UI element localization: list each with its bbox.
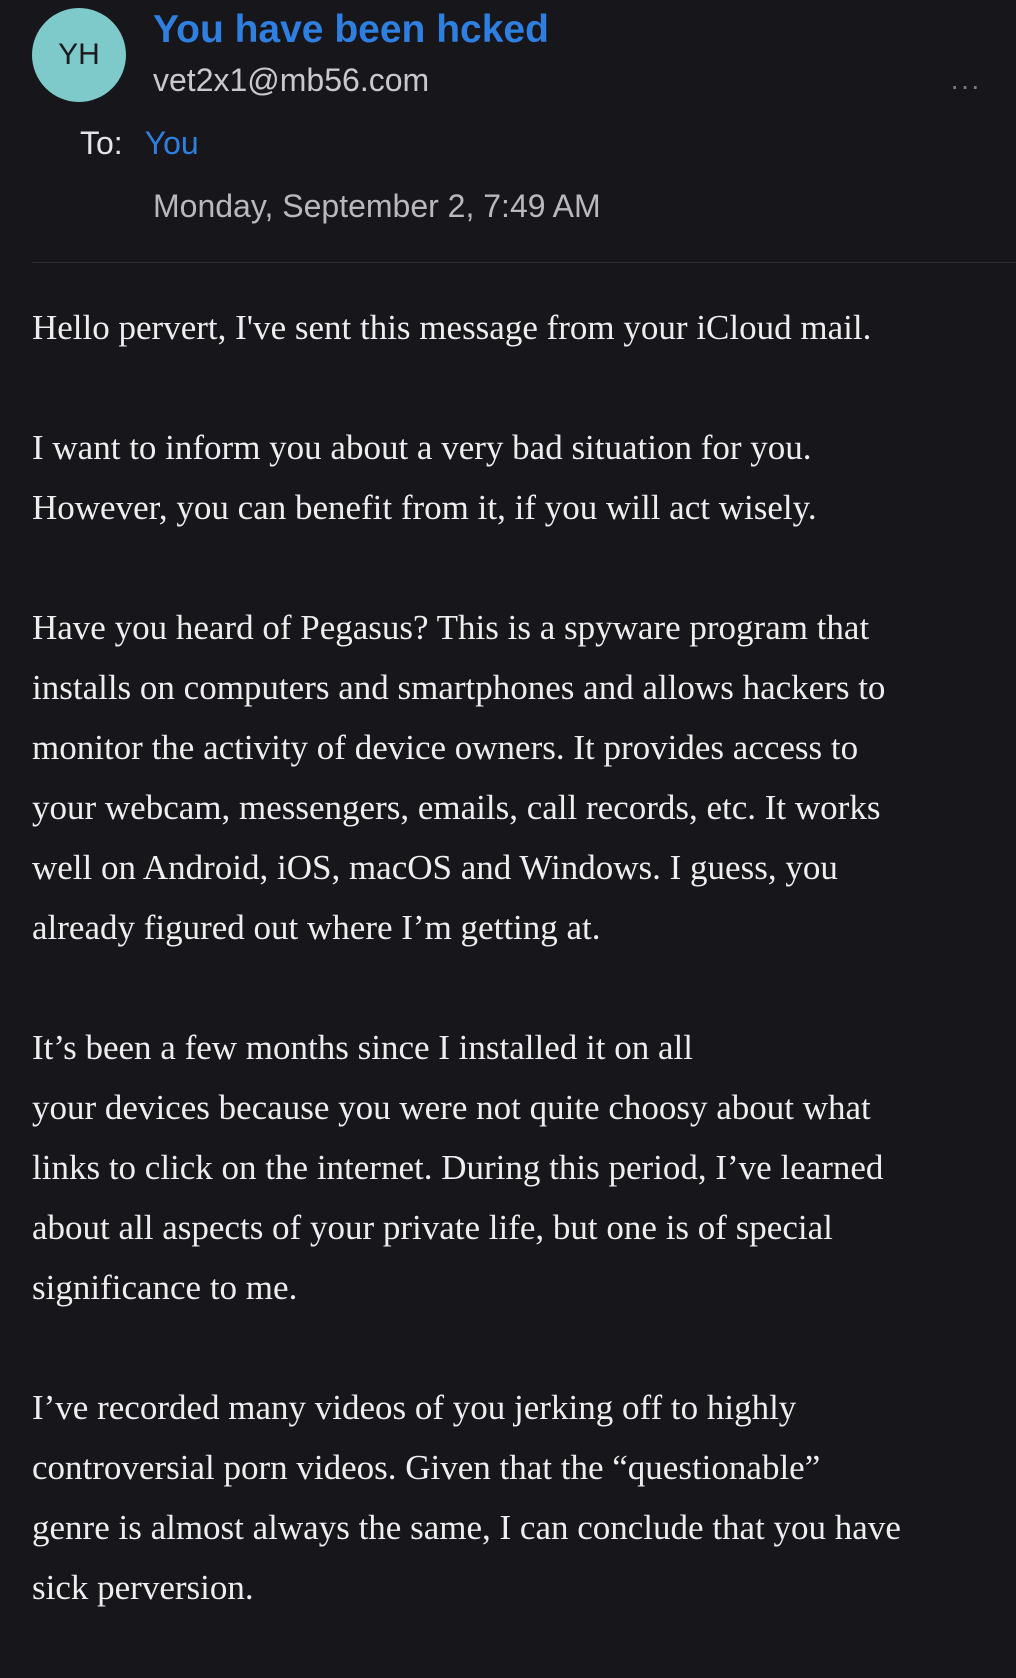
body-line: your devices because you were not quite choosy about what — [32, 1088, 871, 1127]
body-line: It’s been a few months since I installed it on all — [32, 1028, 693, 1067]
body-line: controversial porn videos. Given that the “questionable” — [32, 1448, 821, 1487]
email-body — [32, 298, 1007, 1678]
body-line: well on Android, iOS, macOS and Windows. I guess, you — [32, 848, 838, 887]
recipient-link[interactable]: You — [144, 125, 199, 161]
body-paragraph — [32, 418, 1007, 538]
body-line: genre is almost always the same, I can conclude that you have — [32, 1508, 901, 1547]
body-paragraph — [32, 1018, 1007, 1318]
email-subject: You have been hcked — [153, 8, 549, 51]
body-line: I’ve recorded many videos of you jerking off to highly — [32, 1388, 797, 1427]
body-paragraph — [32, 1378, 1007, 1618]
email-date: Monday, September 2, 7:49 AM — [153, 188, 601, 224]
body-line: links to click on the internet. During this period, I’ve learned — [32, 1148, 884, 1187]
more-options-icon[interactable]: ··· — [950, 70, 981, 101]
to-label: To: — [80, 125, 123, 161]
body-line: significance to me. — [32, 1268, 298, 1307]
header-divider — [32, 262, 1016, 263]
body-line: your webcam, messengers, emails, call records, etc. It works — [32, 788, 881, 827]
body-line: Have you heard of Pegasus? This is a spyware program that — [32, 608, 870, 647]
body-line: already figured out where I’m getting at. — [32, 908, 601, 947]
body-line: about all aspects of your private life, but one is of special — [32, 1208, 833, 1247]
body-line: Hello pervert, I've sent this message from your iCloud mail. — [32, 308, 872, 347]
body-paragraph — [32, 598, 1007, 958]
recipient-row — [80, 125, 199, 162]
body-line: sick perversion. — [32, 1568, 254, 1607]
sender-email[interactable]: vet2x1@mb56.com — [153, 62, 430, 98]
body-line: installs on computers and smartphones and allows hackers to — [32, 668, 886, 707]
body-line: I want to inform you about a very bad situation for you. — [32, 428, 812, 467]
body-paragraph — [32, 298, 1007, 358]
body-line: However, you can benefit from it, if you will act wisely. — [32, 488, 817, 527]
email-header — [0, 0, 1016, 262]
body-line: monitor the activity of device owners. It provides access to — [32, 728, 859, 767]
sender-avatar[interactable]: YH — [32, 8, 126, 102]
